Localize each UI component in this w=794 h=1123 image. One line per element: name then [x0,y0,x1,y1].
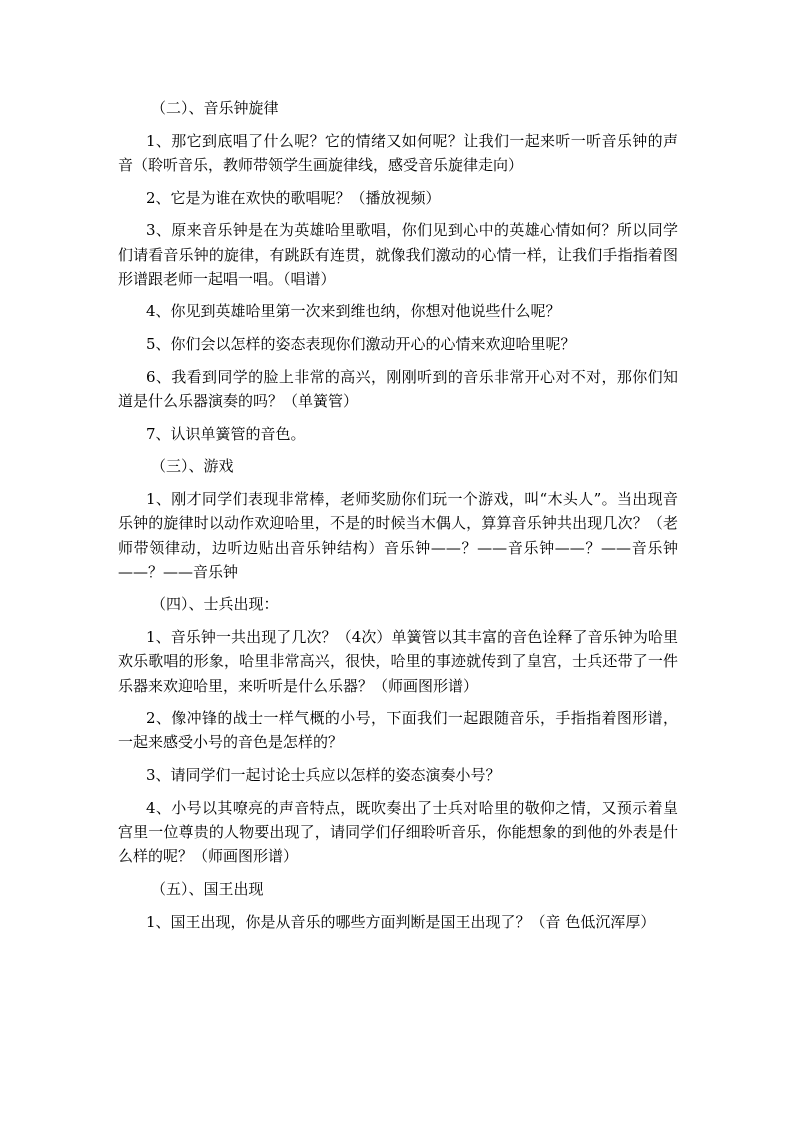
paragraph-soldiers-1: 1、音乐钟一共出现了几次？（4次）单簧管以其丰富的音色诠释了音乐钟为哈里欢乐歌唱的形象，哈里非常高兴，很快，哈里的事迹就传到了皇宫，士兵还带了一件乐器来欢迎哈里，来听听是什么乐器？（师画图形谱） [118,628,678,695]
paragraph-item-6: 6、我看到同学的脸上非常的高兴，刚刚听到的音乐非常开心对不对，那你们知道是什么乐器演奏的吗？（单簧管） [118,367,678,411]
section-heading-king: （五）、国王出现 [151,879,264,898]
paragraph-soldiers-2: 2、像冲锋的战士一样气概的小号，下面我们一起跟随音乐，手指指着图形谱，一起来感受小号的音色是怎样的？ [118,709,678,752]
section-heading-soldiers: （四）、士兵出现： [151,595,279,614]
section-heading-melody: （二）、音乐钟旋律 [151,99,279,117]
paragraph-soldiers-4: 4、小号以其嘹亮的声音特点，既吹奏出了士兵对哈里的敬仰之情，又预示着皇宫里一位尊贵的人物要出现了，请同学们仔细聆听音乐，你能想象的到他的外表是什么样的呢？（师画图形谱） [118,798,678,866]
paragraph-item-7: 7、认识单簧管的音色。 [146,424,306,443]
paragraph-item-1: 1、那它到底唱了什么呢？它的情绪又如何呢？让我们一起来听一听音乐钟的声音（聆听音乐，教师带领学生画旋律线，感受音乐旋律走向） [118,131,678,174]
paragraph-soldiers-3: 3、请同学们一起讨论士兵应以怎样的姿态演奏小号？ [146,766,501,785]
paragraph-item-4: 4、你见到英雄哈里第一次来到维也纳，你想对他说些什么呢？ [146,302,561,321]
document-body [118,96,678,942]
paragraph-game-1: 1、刚才同学们表现非常棒，老师奖励你们玩一个游戏，叫“木头人”。当出现音乐钟的旋律时以动作欢迎哈里，不是的时候当木偶人，算算音乐钟共出现几次？（老师带领律动，边听边贴出音乐钟结构）音乐钟——？——音乐钟——？——音乐钟——？——音乐钟 [118,490,678,581]
paragraph-item-3: 3、原来音乐钟是在为英雄哈里歌唱，你们见到心中的英雄心情如何？所以同学们请看音乐钟的旋律，有跳跃有连贯，就像我们激动的心情一样，让我们手指指着图形谱跟老师一起唱一唱。（唱谱） [118,221,678,288]
section-heading-game: （三）、游戏 [151,457,234,476]
paragraph-item-2: 2、它是为谁在欢快的歌唱呢？（播放视频） [146,188,441,207]
paragraph-item-5: 5、你们会以怎样的姿态表现你们激动开心的心情来欢迎哈里呢？ [146,335,576,354]
paragraph-king-1: 1、国王出现，你是从音乐的哪些方面判断是国王出现了？（音 色低沉浑厚） [146,912,656,931]
